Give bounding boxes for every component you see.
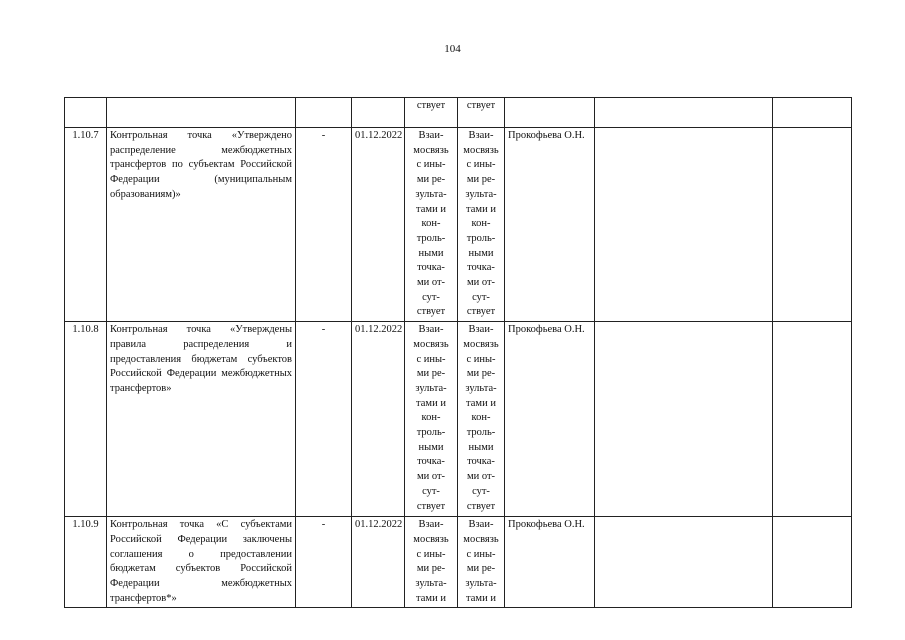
control-points-table	[64, 97, 852, 608]
row-number: 1.10.7	[65, 128, 107, 322]
mark-cell: -	[296, 322, 352, 517]
extra-cell	[773, 322, 852, 517]
control-point-name: Контрольная точка «Утверждено распределение межбюджетных трансфертов по субъектам Российской Федерации (муниципальным образованиям)»	[107, 128, 296, 322]
relation-cell-a: Взаи- мосвязь с ины- ми ре- зульта- тами и	[405, 517, 458, 608]
table-row	[65, 322, 852, 517]
continuation-row	[65, 98, 852, 128]
description-cell	[595, 517, 773, 608]
mark-cell	[296, 98, 352, 128]
relation-cell-b: Взаи- мосвязь с ины- ми ре- зульта- тами и кон- троль- ными точка- ми от- сут- ствует	[458, 322, 505, 517]
responsible-cell	[505, 98, 595, 128]
relation-cell-a: Взаи- мосвязь с ины- ми ре- зульта- тами и кон- троль- ными точка- ми от- сут- ствует	[405, 128, 458, 322]
name-cell	[107, 98, 296, 128]
row-number: 1.10.9	[65, 517, 107, 608]
extra-cell	[773, 517, 852, 608]
relation-cell-b: ствует	[458, 98, 505, 128]
description-cell	[595, 128, 773, 322]
table-row	[65, 128, 852, 322]
control-point-name: Контрольная точка «С субъектами Российской Федерации заключены соглашения о предоставлении бюджетам субъектов Российской Федерации межбюджетных трансфертов*»	[107, 517, 296, 608]
relation-cell-b: Взаи- мосвязь с ины- ми ре- зульта- тами и кон- троль- ными точка- ми от- сут- ствует	[458, 128, 505, 322]
number-cell	[65, 98, 107, 128]
relation-cell-b: Взаи- мосвязь с ины- ми ре- зульта- тами и	[458, 517, 505, 608]
due-date: 01.12.2022	[352, 322, 405, 517]
extra-cell	[773, 128, 852, 322]
mark-cell: -	[296, 517, 352, 608]
table-row	[65, 517, 852, 608]
row-number: 1.10.8	[65, 322, 107, 517]
responsible-person: Прокофьева О.Н.	[505, 128, 595, 322]
description-cell	[595, 322, 773, 517]
relation-cell-a: ствует	[405, 98, 458, 128]
relation-cell-a: Взаи- мосвязь с ины- ми ре- зульта- тами и кон- троль- ными точка- ми от- сут- ствует	[405, 322, 458, 517]
mark-cell: -	[296, 128, 352, 322]
control-point-name: Контрольная точка «Утверждены правила распределения и предоставления бюджетам субъектов Российской Федерации межбюджетных трансфертов»	[107, 322, 296, 517]
page-number: 104	[444, 43, 461, 55]
due-date: 01.12.2022	[352, 128, 405, 322]
responsible-person: Прокофьева О.Н.	[505, 517, 595, 608]
date-cell	[352, 98, 405, 128]
responsible-person: Прокофьева О.Н.	[505, 322, 595, 517]
description-cell	[595, 98, 773, 128]
extra-cell	[773, 98, 852, 128]
due-date: 01.12.2022	[352, 517, 405, 608]
